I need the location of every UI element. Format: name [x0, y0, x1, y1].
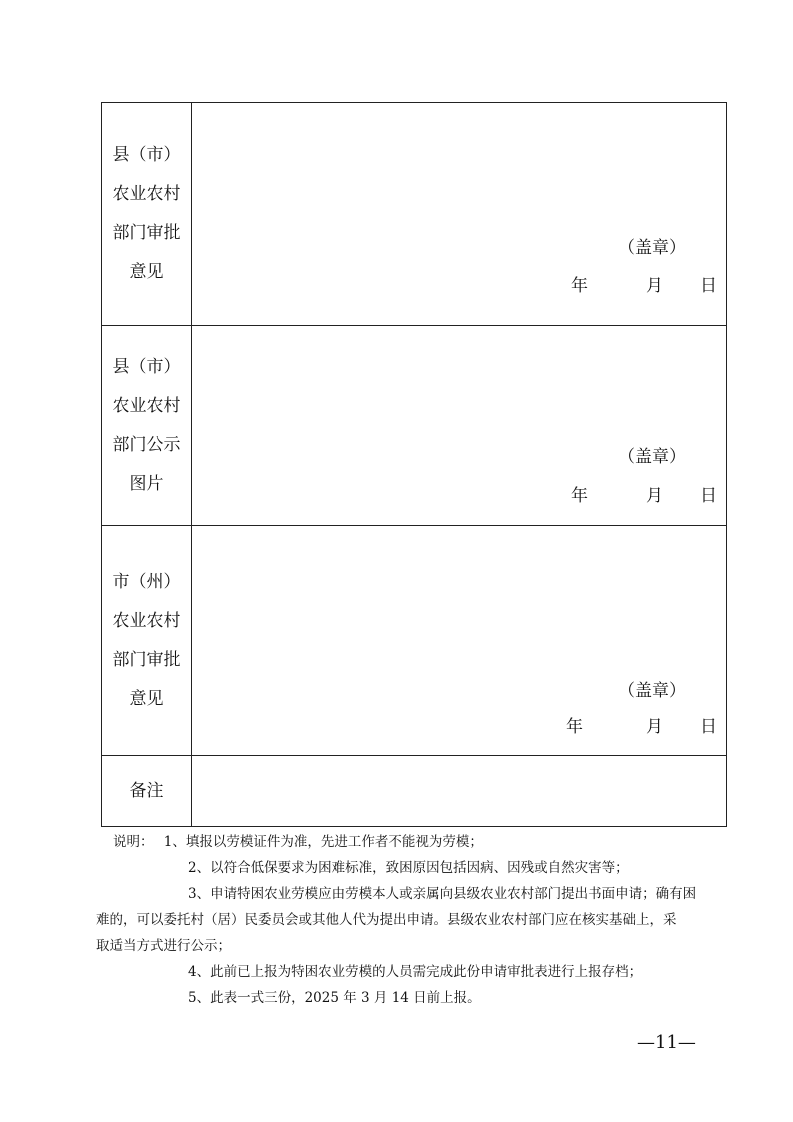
page-number: —11— — [637, 1032, 696, 1053]
county-approval-label — [102, 103, 192, 326]
note-item: 难的，可以委托村（居）民委员会或其他人代为提出申请。县级农业农村部门应在核实基础上，采 — [96, 912, 677, 928]
month-label: 月 — [646, 717, 663, 737]
note-item: 5、此表一式三份，2025 年 3 月 14 日前上报。 — [188, 990, 481, 1006]
label-line: 意见 — [129, 262, 164, 282]
label-line: 农业农村 — [112, 395, 181, 416]
label-line: 备注 — [129, 780, 164, 801]
year-label: 年 — [571, 486, 588, 506]
instructions — [96, 829, 725, 1011]
city-approval-label — [102, 526, 192, 756]
stamp-label: （盖章） — [618, 238, 686, 258]
form-table — [101, 102, 727, 827]
label-line: 部门公示 — [112, 434, 181, 455]
approval-form-table — [101, 102, 727, 826]
county-publicity-image-field[interactable] — [192, 326, 727, 526]
month-label: 月 — [646, 276, 663, 296]
county-publicity-label — [102, 326, 192, 526]
month-label: 月 — [646, 486, 663, 506]
label-line: 图片 — [129, 473, 164, 494]
label-line: 意见 — [129, 688, 164, 709]
label-line: 县（市） — [112, 145, 181, 165]
label-line: 部门审批 — [112, 223, 181, 243]
note-item: 1、填报以劳模证件为准，先进工作者不能视为劳模； — [163, 834, 483, 850]
county-approval-opinion-field[interactable] — [192, 103, 727, 326]
day-label: 日 — [700, 486, 717, 506]
note-item: 4、此前已上报为特困农业劳模的人员需完成此份申请审批表进行上报存档； — [188, 964, 643, 980]
remarks-field[interactable] — [192, 756, 727, 827]
city-approval-opinion-field[interactable] — [192, 526, 727, 756]
day-label: 日 — [700, 276, 717, 296]
stamp-label: （盖章） — [618, 681, 686, 701]
remarks-label — [102, 756, 192, 827]
notes-prefix: 说明： — [113, 834, 154, 850]
day-label: 日 — [700, 717, 717, 737]
label-line: 部门审批 — [112, 649, 181, 670]
stamp-label: （盖章） — [618, 447, 686, 467]
label-line: 县（市） — [112, 356, 181, 377]
note-line — [113, 829, 725, 855]
label-line: 市（州） — [112, 571, 181, 592]
year-label: 年 — [571, 276, 588, 296]
table-row — [102, 326, 727, 526]
note-item: 3、申请特困农业劳模应由劳模本人或亲属向县级农业农村部门提出书面申请；确有困 — [188, 886, 697, 902]
year-label: 年 — [566, 717, 583, 737]
note-item: 取适当方式进行公示； — [96, 938, 231, 954]
note-item: 2、以符合低保要求为困难标准，致困原因包括因病、因残或自然灾害等； — [188, 860, 629, 876]
label-line: 农业农村 — [112, 610, 181, 631]
table-row — [102, 526, 727, 756]
table-row — [102, 103, 727, 326]
table-row — [102, 756, 727, 827]
label-line: 农业农村 — [112, 184, 181, 204]
